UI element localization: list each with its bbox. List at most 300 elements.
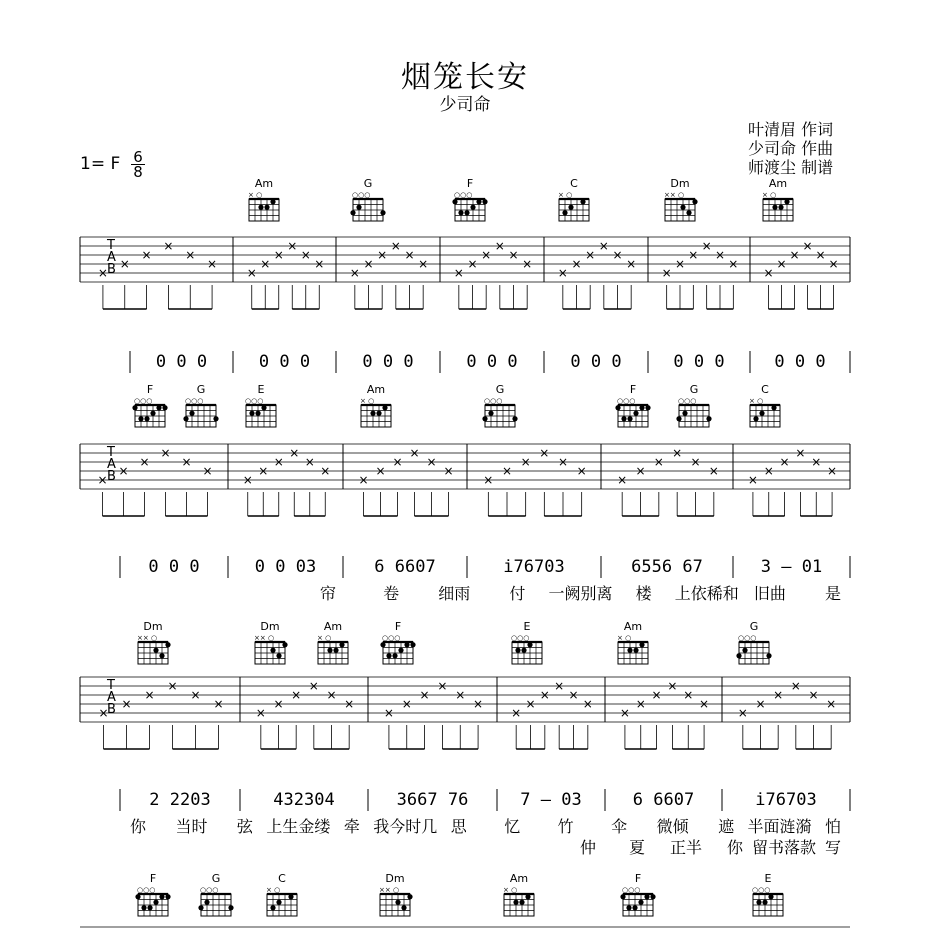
- tab-note: ×: [826, 697, 837, 711]
- chord-name: F: [466, 177, 474, 190]
- tab-note: ×: [163, 239, 174, 253]
- tab-note: ×: [737, 706, 748, 720]
- notation-measure: 0 0 0: [774, 352, 826, 372]
- tab-note: ×: [525, 697, 536, 711]
- tab-note: ×: [653, 455, 664, 469]
- tab-note: ×: [291, 688, 302, 702]
- chord-name: Am: [323, 620, 343, 633]
- chord-dot: [276, 653, 281, 658]
- tab-note: ×: [326, 688, 337, 702]
- tab-letter-a: A: [107, 690, 116, 705]
- chord-open-marks: ×× ○: [379, 886, 400, 894]
- chord-dot: [452, 199, 457, 204]
- chord-open-marks: ○○○: [382, 634, 401, 642]
- chord-dot: [458, 210, 463, 215]
- chord-diagram-dm: [137, 620, 171, 664]
- lyric-word: 思: [450, 817, 467, 836]
- chord-name: F: [149, 872, 157, 885]
- tab-note: ×: [701, 239, 712, 253]
- tab-note: ×: [404, 248, 415, 262]
- chord-dot: [633, 648, 638, 653]
- chord-dot: [150, 411, 155, 416]
- notation-measure: 2 2203: [149, 790, 211, 810]
- chord-dot: [464, 210, 469, 215]
- tab-letter-t: T: [107, 678, 115, 693]
- chord-name: C: [278, 872, 286, 885]
- tab-note: ×: [401, 697, 412, 711]
- chord-diagram-g: [183, 383, 218, 427]
- chord-name: F: [146, 383, 154, 396]
- notation-measure: 6 6607: [374, 557, 436, 577]
- chord-dot: [568, 205, 573, 210]
- chord-name: G: [689, 383, 699, 396]
- chord-name: F: [629, 383, 637, 396]
- tab-note: ×: [98, 706, 109, 720]
- song-artist: 少司命: [439, 95, 491, 115]
- chord-name: G: [363, 177, 373, 190]
- tab-note: ×: [811, 455, 822, 469]
- tab-note: ×: [690, 455, 701, 469]
- chord-dot: [333, 648, 338, 653]
- tab-note: ×: [651, 688, 662, 702]
- chord-diagram-am: [248, 177, 279, 221]
- chord-diagram-f: [615, 383, 650, 427]
- tab-note: ×: [626, 257, 637, 271]
- chord-diagram-g: [198, 872, 233, 916]
- chord-dot: [339, 642, 344, 647]
- chord-open-marks: × ○: [503, 886, 518, 894]
- tab-note: ×: [273, 248, 284, 262]
- notation-measure: 0 0 0: [466, 352, 518, 372]
- chord-name: E: [764, 872, 772, 885]
- tab-note: ×: [763, 266, 774, 280]
- chord-open-marks: × ○: [317, 634, 332, 642]
- lyric-word: 写: [824, 838, 842, 857]
- chord-dot: [736, 653, 741, 658]
- chord-open-marks: × ○: [749, 397, 764, 405]
- tab-note: ×: [144, 688, 155, 702]
- chord-dot: [282, 642, 287, 647]
- notation-measure: 0 0 0: [570, 352, 622, 372]
- chord-dot: [482, 199, 487, 204]
- tab-note: ×: [779, 455, 790, 469]
- tab-note: ×: [97, 473, 108, 487]
- chord-dot: [162, 405, 167, 410]
- chord-dot: [255, 411, 260, 416]
- lyric-word: 伞: [611, 817, 628, 836]
- tab-note: ×: [207, 257, 218, 271]
- tab-note: ×: [501, 464, 513, 478]
- lyric-word: 正半: [669, 838, 703, 857]
- chord-diagram-am: [503, 872, 534, 916]
- chord-dot: [615, 405, 620, 410]
- chord-dot: [476, 199, 481, 204]
- chord-dot: [527, 642, 532, 647]
- tab-note: ×: [688, 248, 699, 262]
- lyric-word: 忆: [504, 817, 521, 836]
- chord-dot: [650, 894, 655, 899]
- chord-open-marks: × ○: [762, 191, 777, 199]
- notation-measure: i̇76703: [755, 790, 817, 810]
- chord-name: Am: [366, 383, 386, 396]
- chord-dot: [778, 205, 783, 210]
- chord-diagram-e: [511, 620, 542, 664]
- chord-dot: [772, 205, 777, 210]
- chord-open-marks: ×× ○: [254, 634, 275, 642]
- lyric-word: 楼: [635, 584, 652, 603]
- chord-dot: [766, 653, 771, 658]
- tab-note: ×: [181, 455, 192, 469]
- tab-note: ×: [815, 248, 826, 262]
- chord-dot: [633, 411, 638, 416]
- lyric-word: 你: [726, 838, 744, 857]
- lyric-word: 是: [824, 584, 842, 603]
- chord-dot: [621, 416, 626, 421]
- tab-note: ×: [554, 679, 565, 693]
- notation-measure: 0 0 0: [258, 352, 311, 372]
- tab-note: ×: [508, 248, 519, 262]
- chord-open-marks: ○○○: [352, 191, 371, 199]
- chord-name: Dm: [143, 620, 163, 633]
- chord-dot: [768, 894, 773, 899]
- tab-note: ×: [539, 688, 550, 702]
- tab-note: ×: [473, 697, 484, 711]
- chord-diagram-f: [132, 383, 167, 427]
- tab-note: ×: [827, 464, 838, 478]
- chord-dot: [392, 653, 397, 658]
- chord-open-marks: ○○○: [617, 397, 636, 405]
- chord-dot: [512, 416, 517, 421]
- chord-dot: [632, 905, 637, 910]
- tab-note: ×: [635, 697, 646, 711]
- tab-note: ×: [755, 697, 766, 711]
- tab-note: ×: [287, 239, 298, 253]
- chord-diagram-e: [752, 872, 783, 916]
- tab-note: ×: [118, 464, 129, 478]
- tab-note: ×: [661, 266, 672, 280]
- chord-dot: [398, 648, 403, 653]
- chord-diagram-dm: [254, 620, 288, 664]
- chord-dot: [525, 894, 530, 899]
- notation-measure: 0 0 0: [148, 557, 200, 577]
- chord-dot: [562, 210, 567, 215]
- tab-note: ×: [121, 697, 132, 711]
- tab-note: ×: [699, 697, 710, 711]
- chord-diagram-f: [620, 872, 655, 916]
- tab-note: ×: [160, 446, 171, 460]
- lyric-word: 怕: [824, 817, 842, 836]
- chord-open-marks: ○○○: [511, 634, 530, 642]
- chord-dot: [356, 205, 361, 210]
- chord-dot: [410, 642, 415, 647]
- tab-note: ×: [377, 248, 388, 262]
- chord-name: F: [634, 872, 642, 885]
- chord-dot: [580, 199, 585, 204]
- tab-note: ×: [683, 688, 694, 702]
- credit-arranger: 师渡尘 制谱: [748, 158, 834, 177]
- chord-dot: [370, 411, 375, 416]
- tab-note: ×: [708, 464, 719, 478]
- tab-note: ×: [409, 446, 420, 460]
- chord-open-marks: ×× ○: [137, 634, 158, 642]
- lyric-word: 卷: [383, 584, 400, 603]
- notation-measure: 7 — 03: [520, 790, 582, 810]
- chord-name: Am: [768, 177, 788, 190]
- chord-dot: [395, 900, 400, 905]
- tab-note: ×: [617, 473, 628, 487]
- chord-dot: [742, 648, 747, 653]
- lyric-word: 上生金缕: [266, 817, 331, 836]
- chord-name: G: [749, 620, 759, 633]
- chord-dot: [762, 900, 767, 905]
- tab-note: ×: [773, 688, 784, 702]
- chord-dot: [135, 894, 140, 899]
- notation-measure: 3667 76: [396, 790, 469, 810]
- chord-open-marks: × ○: [558, 191, 573, 199]
- lyric-word: 微倾: [656, 817, 689, 836]
- credit-lyricist: 叶清眉 作词: [748, 120, 834, 139]
- tab-note: ×: [453, 266, 464, 280]
- chord-dot: [159, 894, 164, 899]
- tab-note: ×: [314, 257, 325, 271]
- chord-dot: [488, 411, 493, 416]
- chord-dot: [404, 642, 409, 647]
- chord-dot: [706, 416, 711, 421]
- chord-dot: [156, 405, 161, 410]
- tab-note: ×: [308, 679, 319, 693]
- tab-note: ×: [139, 455, 150, 469]
- tab-note: ×: [494, 239, 505, 253]
- tab-note: ×: [426, 455, 437, 469]
- chord-dot: [686, 210, 691, 215]
- chord-diagram-f: [380, 620, 415, 664]
- chord-dot: [327, 648, 332, 653]
- tab-note: ×: [418, 257, 429, 271]
- chord-dot: [350, 210, 355, 215]
- lyric-word: 付: [509, 584, 526, 603]
- tab-note: ×: [349, 266, 360, 280]
- tab-letter-t: T: [107, 238, 115, 253]
- tab-letter-a: A: [107, 457, 116, 472]
- tab-note: ×: [392, 455, 403, 469]
- chord-dot: [692, 199, 697, 204]
- tab-note: ×: [383, 706, 394, 720]
- notation-measure: 0 0 0: [155, 352, 208, 372]
- chord-dot: [639, 405, 644, 410]
- chord-dot: [515, 648, 520, 653]
- tab-note: ×: [260, 257, 271, 271]
- chord-name: G: [495, 383, 505, 396]
- tab-note: ×: [790, 679, 801, 693]
- chord-dot: [147, 905, 152, 910]
- tab-note: ×: [568, 688, 579, 702]
- tab-note: ×: [483, 473, 494, 487]
- chord-diagram-am: [617, 620, 648, 664]
- notation-system-3: [120, 789, 850, 811]
- chord-name: Dm: [260, 620, 280, 633]
- chord-dot: [183, 416, 188, 421]
- chord-open-marks: ○○○: [134, 397, 153, 405]
- tab-note: ×: [419, 688, 430, 702]
- staff-system-3: [80, 677, 850, 749]
- tab-note: ×: [119, 257, 130, 271]
- chord-dot: [228, 905, 233, 910]
- chord-dot: [627, 416, 632, 421]
- chord-diagram-am: [762, 177, 793, 221]
- notation-system-2: [120, 556, 850, 578]
- chord-open-marks: × ○: [617, 634, 632, 642]
- chord-dot: [153, 648, 158, 653]
- chord-name: G: [196, 383, 206, 396]
- lyrics-system-2: [320, 584, 841, 603]
- lyric-word: 一阙别离: [548, 584, 613, 603]
- tab-note: ×: [802, 239, 813, 253]
- chord-diagram-dm: [664, 177, 698, 221]
- notation-measure: 0 0 0: [362, 352, 414, 372]
- chord-diagram-am: [317, 620, 348, 664]
- lyric-word: 仲: [579, 838, 597, 857]
- chord-dot: [270, 199, 275, 204]
- chord-dot: [144, 416, 149, 421]
- tab-note: ×: [344, 697, 355, 711]
- tab-note: ×: [747, 473, 758, 487]
- tab-note: ×: [511, 706, 522, 720]
- tab-note: ×: [273, 697, 284, 711]
- tab-letter-t: T: [107, 445, 115, 460]
- tab-note: ×: [141, 248, 152, 262]
- chord-diagram-g: [736, 620, 771, 664]
- lyric-word: 旧曲: [753, 584, 786, 603]
- chord-diagram-dm: [379, 872, 413, 916]
- staff-system-1: [80, 237, 850, 309]
- chord-dot: [519, 900, 524, 905]
- chord-dot: [771, 405, 776, 410]
- chord-dot: [401, 905, 406, 910]
- tab-letter-b: B: [107, 702, 116, 717]
- chord-name: F: [394, 620, 402, 633]
- tab-note: ×: [808, 688, 819, 702]
- tab-note: ×: [539, 446, 550, 460]
- chord-open-marks: ○○○: [622, 886, 641, 894]
- tab-note: ×: [443, 464, 454, 478]
- chord-dot: [165, 642, 170, 647]
- lyrics-system-3-line-1: [130, 817, 841, 836]
- chord-dot: [627, 648, 632, 653]
- tab-note: ×: [571, 257, 582, 271]
- key-signature: 1= F: [80, 154, 121, 174]
- chord-dot: [784, 199, 789, 204]
- tab-note: ×: [795, 446, 806, 460]
- chord-dot: [380, 642, 385, 647]
- chord-dot: [382, 405, 387, 410]
- chord-name: C: [761, 383, 769, 396]
- chord-diagram-e: [245, 383, 276, 427]
- tab-note: ×: [255, 706, 266, 720]
- chord-dot: [276, 900, 281, 905]
- tab-note: ×: [557, 266, 568, 280]
- chord-dot: [638, 900, 643, 905]
- notation-measure: 432304: [273, 790, 335, 810]
- lyric-word: 竹: [557, 817, 574, 836]
- chord-diagram-f: [452, 177, 487, 221]
- chord-dot: [213, 416, 218, 421]
- tab-note: ×: [358, 473, 369, 487]
- notation-measure: 0 0 03: [254, 557, 317, 577]
- chord-dot: [482, 416, 487, 421]
- tab-letter-b: B: [107, 262, 116, 277]
- tab-note: ×: [273, 455, 284, 469]
- chord-name: Am: [254, 177, 274, 190]
- tab-note: ×: [320, 464, 331, 478]
- chord-dot: [165, 894, 170, 899]
- chord-dot: [644, 894, 649, 899]
- chord-dot: [676, 416, 681, 421]
- chord-dot: [645, 405, 650, 410]
- chord-dot: [470, 205, 475, 210]
- notation-system-1: [130, 351, 850, 373]
- chord-diagram-c: [558, 177, 589, 221]
- song-title: 烟笼长安: [401, 60, 529, 95]
- chord-open-marks: ○○○: [200, 886, 219, 894]
- chord-dot: [682, 411, 687, 416]
- tab-note: ×: [390, 239, 401, 253]
- chord-dot: [132, 405, 137, 410]
- tab-note: ×: [789, 248, 800, 262]
- chord-open-marks: ○○○: [738, 634, 757, 642]
- lyric-word: 遮: [718, 817, 735, 836]
- chord-open-marks: × ○: [248, 191, 263, 199]
- lyric-word: 当时: [175, 817, 208, 836]
- chord-name: C: [570, 177, 578, 190]
- chord-name: Am: [509, 872, 529, 885]
- chord-open-marks: ○○○: [678, 397, 697, 405]
- lyric-word: 帘: [319, 584, 337, 603]
- tab-note: ×: [481, 248, 492, 262]
- tab-note: ×: [202, 464, 213, 478]
- lyric-word: 你: [129, 817, 147, 836]
- tab-note: ×: [522, 257, 533, 271]
- chord-name: G: [211, 872, 221, 885]
- tab-note: ×: [674, 257, 686, 271]
- chord-name: E: [257, 383, 265, 396]
- notation-measure: 6 6607: [632, 790, 695, 810]
- tab-note: ×: [246, 266, 257, 280]
- staff-system-2: [80, 444, 850, 516]
- notation-measure: 3 — 01: [760, 557, 823, 577]
- tab-note: ×: [190, 688, 201, 702]
- tab-note: ×: [185, 248, 196, 262]
- chord-dot: [680, 205, 685, 210]
- tab-note: ×: [467, 257, 478, 271]
- tab-note: ×: [520, 455, 531, 469]
- tab-note: ×: [828, 257, 839, 271]
- time-signature-top: 6: [133, 148, 143, 166]
- lyric-word: 半面涟漪: [747, 817, 812, 836]
- chord-open-marks: × ○: [360, 397, 375, 405]
- chord-name: Dm: [670, 177, 690, 190]
- chord-dot: [270, 905, 275, 910]
- chord-open-marks: × ○: [266, 886, 281, 894]
- chord-open-marks: ○○○: [185, 397, 204, 405]
- chord-diagram-g: [482, 383, 517, 427]
- tab-note: ×: [585, 248, 596, 262]
- tab-note: ×: [576, 464, 587, 478]
- chord-open-marks: ×× ○: [664, 191, 685, 199]
- chord-diagram-c: [749, 383, 780, 427]
- lyric-word: 留书落款: [751, 838, 817, 857]
- tab-note: ×: [557, 455, 569, 469]
- chord-open-marks: ○○○: [484, 397, 503, 405]
